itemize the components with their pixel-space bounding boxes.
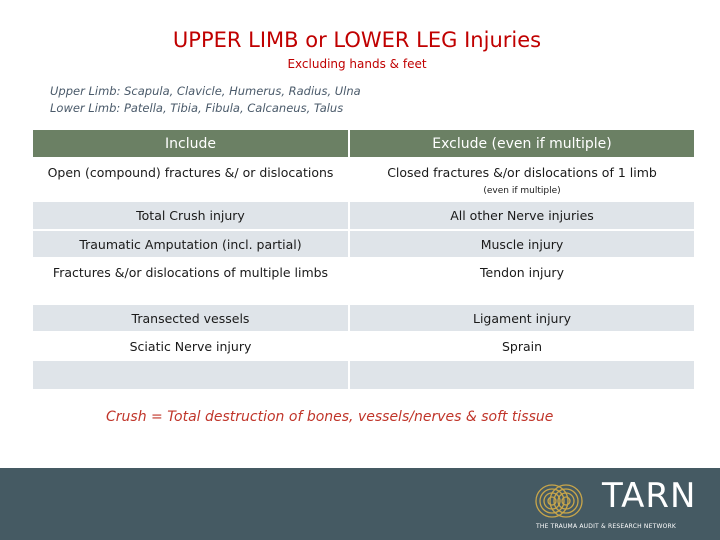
exclude-text: Closed fractures &/or dislocations of 1 limb	[387, 165, 657, 180]
logo-tagline: THE TRAUMA AUDIT & RESEARCH NETWORK	[536, 523, 677, 530]
upper-limb-definition: Upper Limb: Scapula, Clavicle, Humerus, Radius, Ulna	[50, 84, 361, 98]
table-row	[32, 332, 695, 360]
table-row	[32, 360, 695, 390]
crush-definition: Crush = Total destruction of bones, vessels/nerves & soft tissue	[106, 409, 554, 425]
page-title: UPPER LIMB or LOWER LEG Injuries	[172, 28, 542, 52]
table-header-row	[32, 129, 695, 158]
logo-name: TARN	[602, 476, 697, 516]
exclude-cell: All other Nerve injuries	[349, 201, 695, 230]
footer-bar	[0, 468, 720, 540]
page-subtitle: Excluding hands & feet	[287, 57, 427, 71]
exclude-cell	[349, 360, 695, 390]
include-header: Include	[32, 129, 349, 158]
table-row	[32, 201, 695, 230]
exclude-cell: Ligament injury	[349, 304, 695, 332]
exclude-note: (even if multiple)	[483, 186, 561, 196]
tarn-logo	[508, 468, 720, 540]
include-cell: Transected vessels	[32, 304, 349, 332]
include-cell	[32, 158, 349, 201]
include-text: Open (compound) fractures &/ or dislocations	[47, 165, 334, 180]
exclude-cell	[349, 158, 695, 201]
exclude-header: Exclude (even if multiple)	[349, 129, 695, 158]
tarn-rings-icon	[535, 477, 583, 525]
exclude-cell: Muscle injury	[349, 230, 695, 258]
include-cell	[32, 360, 349, 390]
exclude-cell: Sprain	[349, 332, 695, 360]
exclude-cell: Tendon injury	[349, 258, 695, 304]
include-cell: Sciatic Nerve injury	[32, 332, 349, 360]
include-cell: Fractures &/or dislocations of multiple limbs	[32, 258, 349, 304]
include-cell: Traumatic Amputation (incl. partial)	[32, 230, 349, 258]
include-cell: Total Crush injury	[32, 201, 349, 230]
table-row	[32, 158, 695, 201]
injury-table	[31, 128, 696, 391]
table-row	[32, 304, 695, 332]
table-row	[32, 230, 695, 258]
lower-limb-definition: Lower Limb: Patella, Tibia, Fibula, Calcaneus, Talus	[50, 101, 344, 115]
table-row	[32, 258, 695, 304]
